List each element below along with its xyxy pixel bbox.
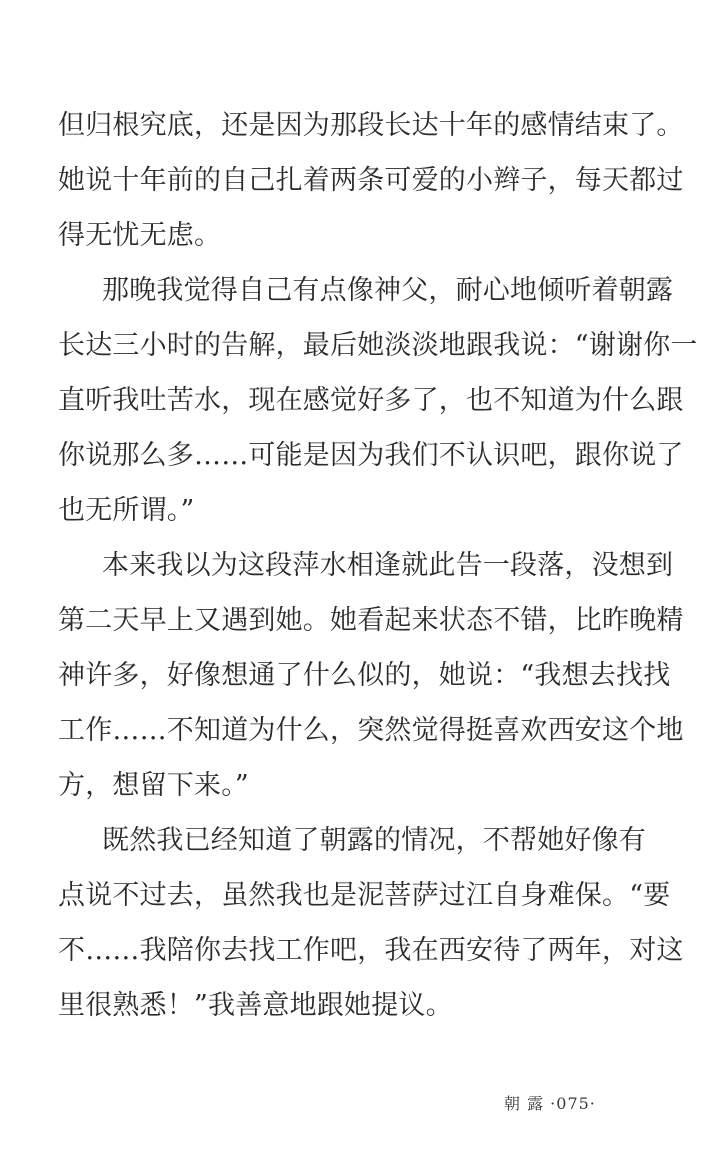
text-line-14: 既然我已经知道了朝露的情况，不帮她好像有 (102, 825, 646, 856)
text-line-12: 工作……不知道为什么，突然觉得挺喜欢西安这个地 (58, 715, 684, 746)
text-line-3: 得无忧无虑。 (58, 220, 222, 251)
text-line-17: 里很熟悉！”我善意地跟她提议。 (58, 990, 453, 1021)
text-line-5: 长达三小时的告解，最后她淡淡地跟我说：“谢谢你一 (58, 330, 698, 361)
text-line-16: 不……我陪你去找工作吧，我在西安待了两年，对这 (58, 935, 684, 966)
text-line-6: 直听我吐苦水，现在感觉好多了，也不知道为什么跟 (58, 385, 684, 416)
text-line-2: 她说十年前的自己扎着两条可爱的小辫子，每天都过 (58, 165, 684, 196)
page-footer: 朝 露 ·075· (504, 1094, 596, 1113)
text-line-7: 你说那么多……可能是因为我们不认识吧，跟你说了 (58, 440, 684, 471)
text-line-4: 那晚我觉得自己有点像神父，耐心地倾听着朝露 (102, 275, 674, 306)
text-line-10: 第二天早上又遇到她。她看起来状态不错，比昨晚精 (58, 605, 684, 636)
text-line-9: 本来我以为这段萍水相逢就此告一段落，没想到 (102, 550, 674, 581)
text-line-8: 也无所谓。” (58, 495, 195, 526)
text-line-1: 但归根究底，还是因为那段长达十年的感情结束了。 (58, 110, 684, 141)
text-line-15: 点说不过去，虽然我也是泥菩萨过江自身难保。“要 (58, 880, 671, 911)
text-line-13: 方，想留下来。” (58, 770, 249, 801)
body-text (58, 98, 698, 1033)
text-line-11: 神许多，好像想通了什么似的，她说：“我想去找找 (58, 660, 671, 691)
